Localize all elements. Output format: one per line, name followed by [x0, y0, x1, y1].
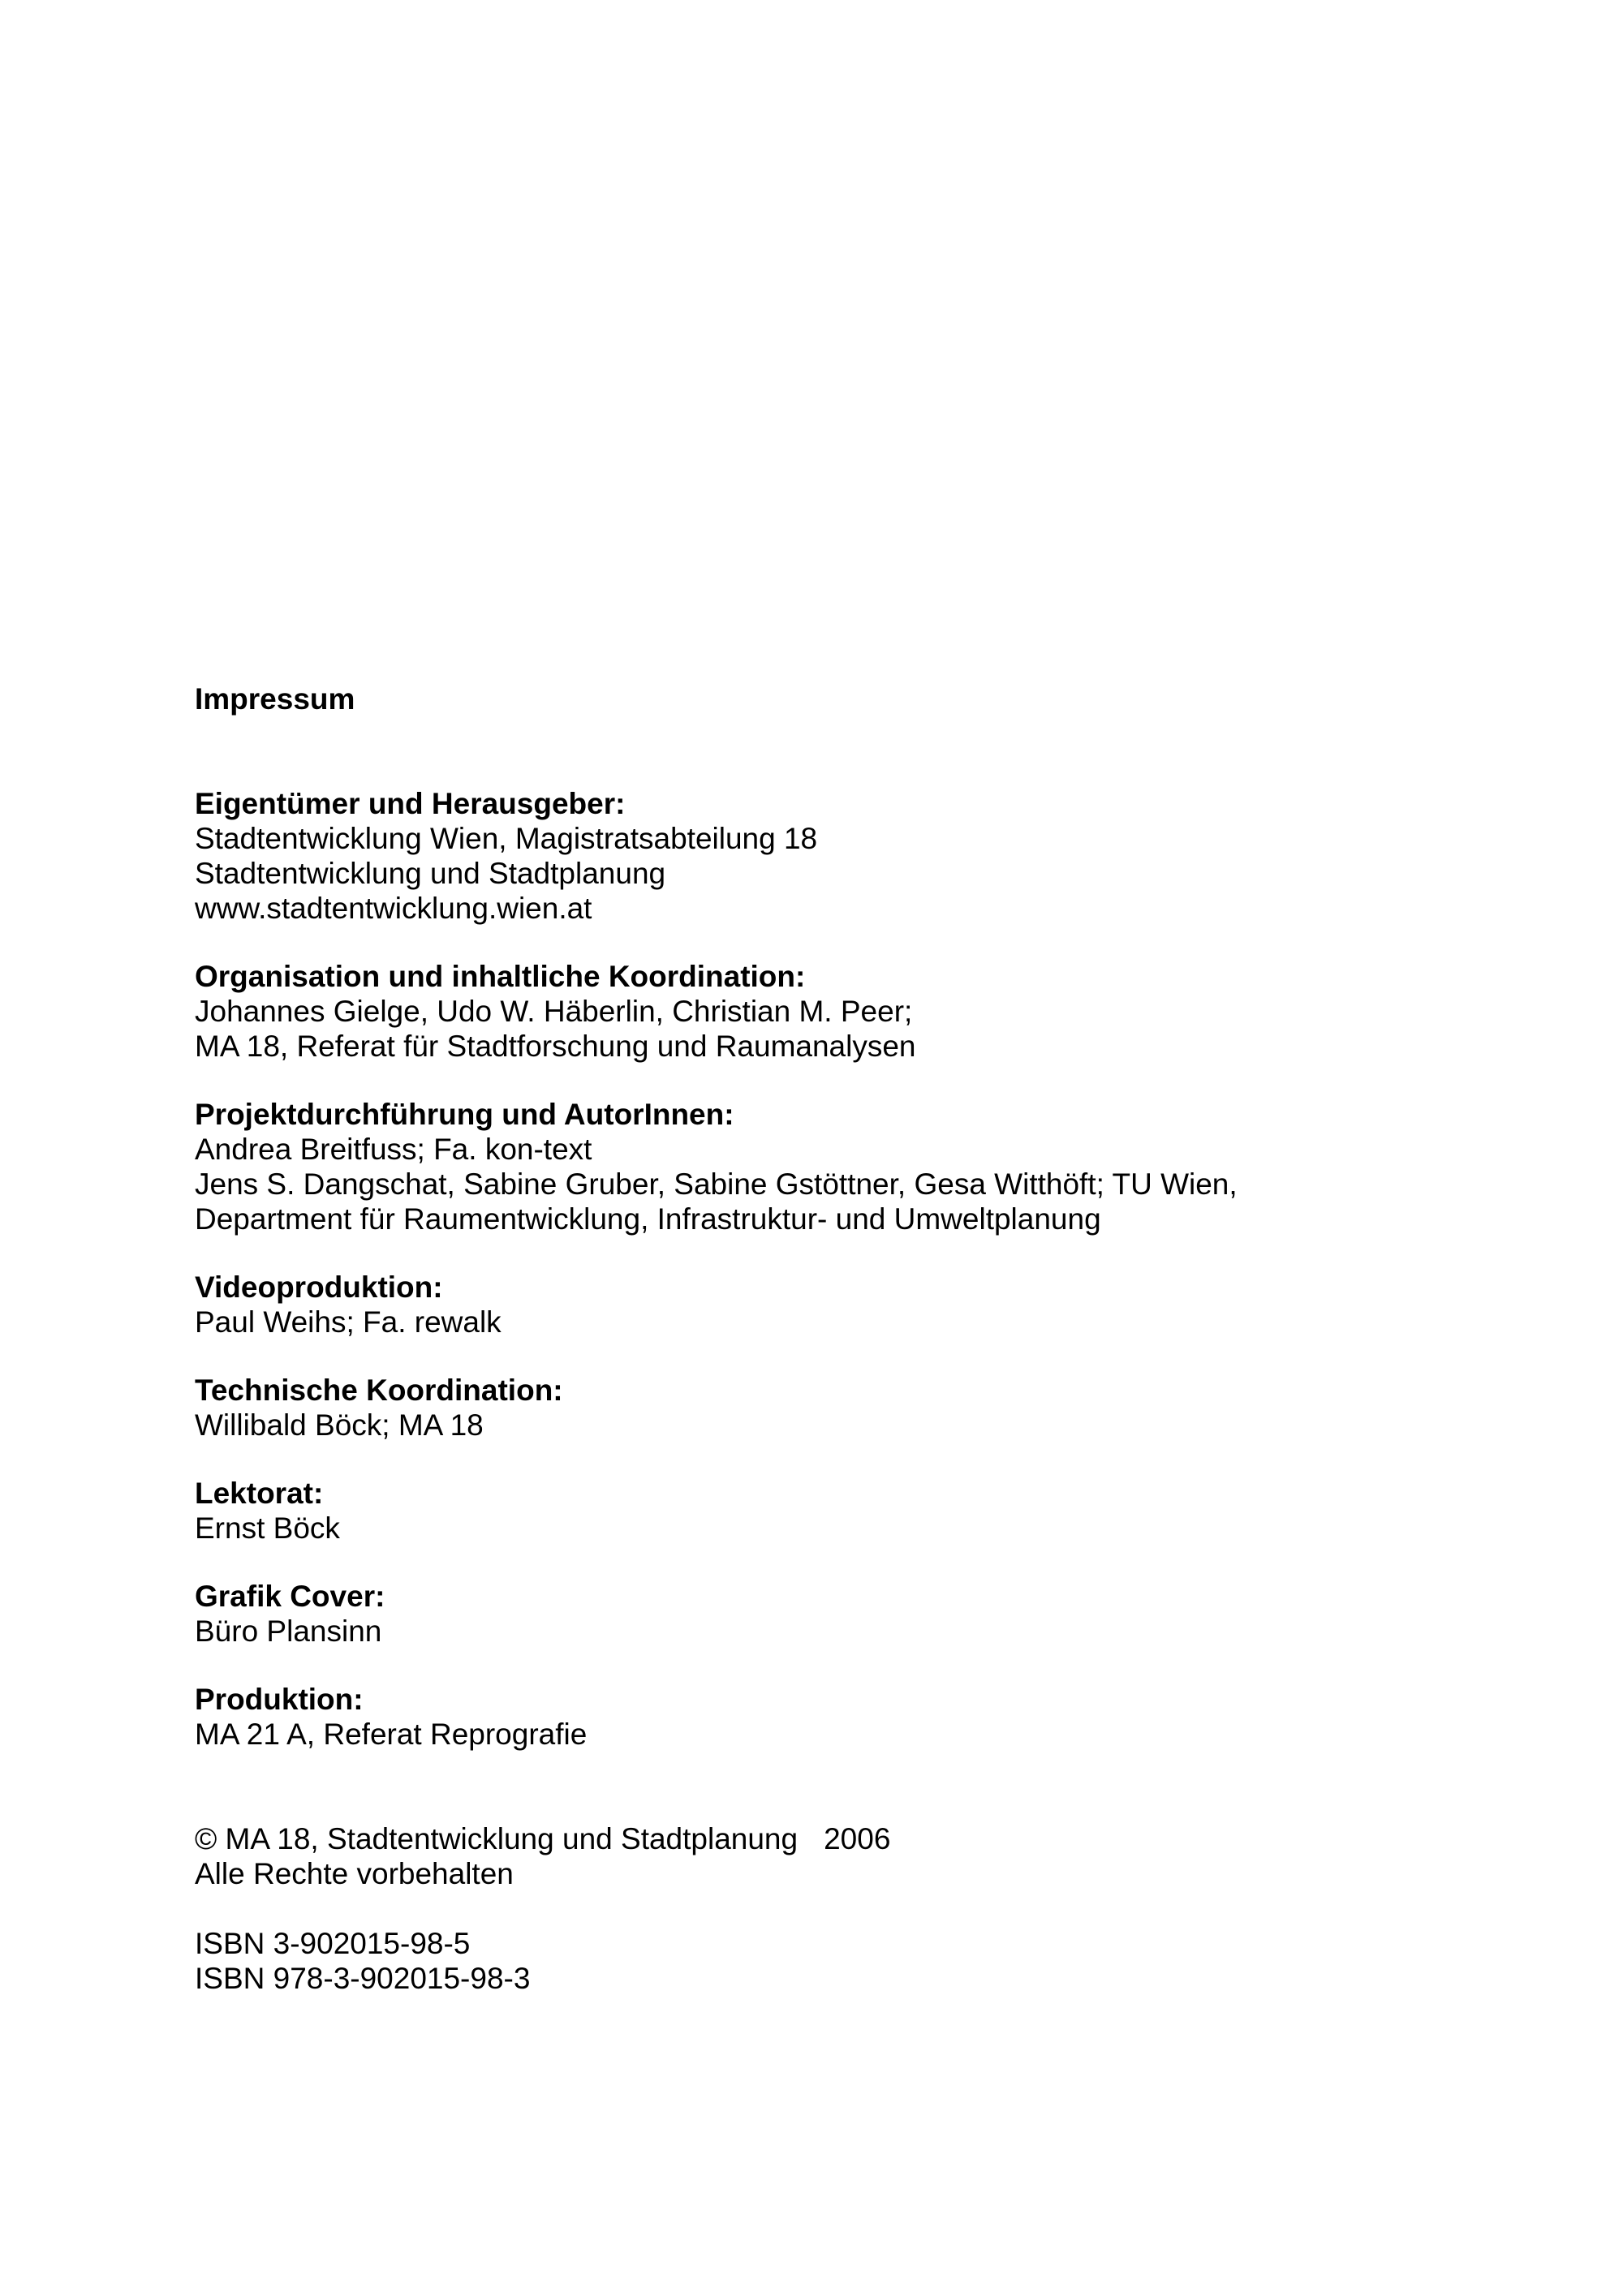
- section-editing: [195, 1476, 1509, 1546]
- section-line: Jens S. Dangschat, Sabine Gruber, Sabine Gstöttner, Gesa Witthöft; TU Wien,: [195, 1167, 1238, 1201]
- section-authors: [195, 1097, 1509, 1236]
- imprint-content: [195, 681, 1509, 1996]
- section-line: Ernst Böck: [195, 1511, 340, 1545]
- section-heading: Organisation und inhaltliche Koordination:: [195, 960, 806, 993]
- section-heading: Technische Koordination:: [195, 1374, 563, 1407]
- section-heading: Projektdurchführung und AutorInnen:: [195, 1098, 734, 1131]
- section-line: MA 18, Referat für Stadtforschung und Raumanalysen: [195, 1030, 916, 1063]
- section-line: Willibald Böck; MA 18: [195, 1408, 484, 1442]
- section-line: MA 21 A, Referat Reprografie: [195, 1718, 588, 1751]
- section-line: Paul Weihs; Fa. rewalk: [195, 1305, 502, 1339]
- section-heading: Videoproduktion:: [195, 1271, 443, 1304]
- section-line: Büro Plansinn: [195, 1615, 382, 1648]
- section-production: [195, 1682, 1509, 1752]
- copyright-line: [195, 1821, 1509, 1856]
- website-text: www.stadtentwicklung.wien.at: [195, 892, 592, 925]
- section-video: [195, 1270, 1509, 1339]
- section-line: Department für Raumentwicklung, Infrastruktur- und Umweltplanung: [195, 1202, 1101, 1236]
- section-cover-graphics: [195, 1579, 1509, 1649]
- copyright-block: [195, 1821, 1509, 1891]
- copyright-year: 2006: [824, 1822, 891, 1855]
- section-heading: Eigentümer und Herausgeber:: [195, 787, 626, 820]
- section-organisation: [195, 959, 1509, 1064]
- rights-reserved: Alle Rechte vorbehalten: [195, 1857, 514, 1890]
- section-line: Johannes Gielge, Udo W. Häberlin, Christian M. Peer;: [195, 995, 913, 1028]
- isbn-line: ISBN 3-902015-98-5: [195, 1927, 471, 1960]
- isbn-block: [195, 1926, 1509, 1996]
- section-line: Stadtentwicklung und Stadtplanung: [195, 857, 666, 890]
- section-line: Andrea Breitfuss; Fa. kon-text: [195, 1133, 592, 1166]
- page-title: Impressum: [195, 682, 355, 716]
- section-heading: Lektorat:: [195, 1477, 324, 1510]
- section-heading: Grafik Cover:: [195, 1580, 385, 1613]
- isbn-line: ISBN 978-3-902015-98-3: [195, 1962, 531, 1995]
- section-owner-publisher: [195, 786, 1509, 926]
- copyright-text: © MA 18, Stadtentwicklung und Stadtplanung: [195, 1822, 799, 1855]
- section-heading: Produktion:: [195, 1683, 364, 1716]
- section-line: Stadtentwicklung Wien, Magistratsabteilung 18: [195, 822, 818, 855]
- section-technical: [195, 1373, 1509, 1443]
